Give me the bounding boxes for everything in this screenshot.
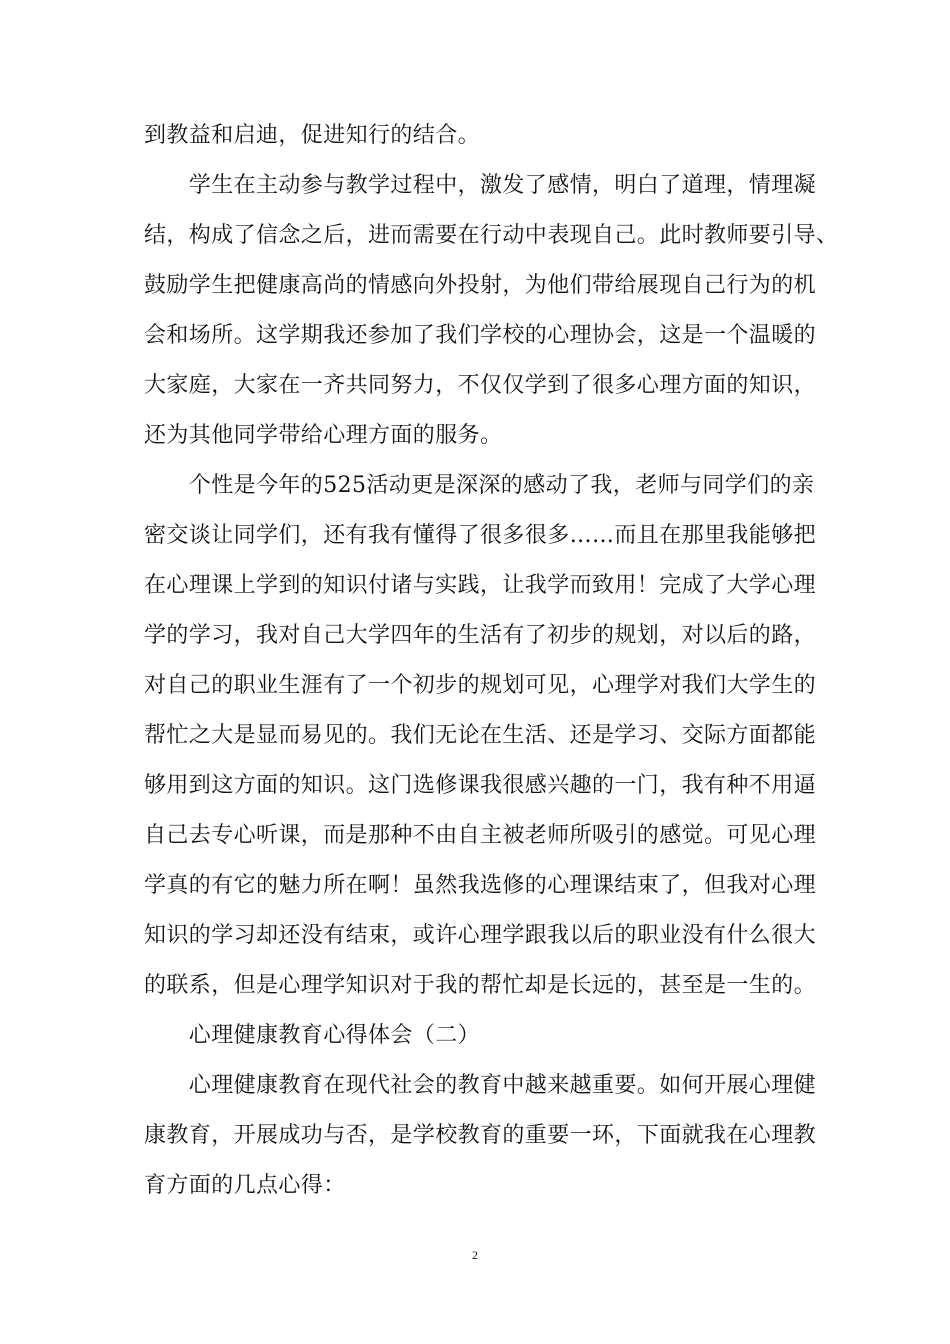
text-line: 到教益和启迪，促进知行的结合。 <box>144 123 481 148</box>
paragraph-line: 学生在主动参与教学过程中，激发了感情，明白了道理，情理凝 <box>144 173 817 198</box>
text-line: 学的学习，我对自己大学四年的生活有了初步的规划，对以后的路， <box>144 623 817 648</box>
text-line: 对自己的职业生涯有了一个初步的规划可见，心理学对我们大学生的 <box>144 673 817 698</box>
text-line: 结，构成了信念之后，进而需要在行动中表现自己。此时教师要引导、 <box>144 223 839 248</box>
text-line: 自己去专心听课，而是那种不由自主被老师所吸引的感觉。可见心理 <box>144 823 817 848</box>
text-line: 鼓励学生把健康高尚的情感向外投射，为他们带给展现自己行为的机 <box>144 273 817 298</box>
text-line: 的联系，但是心理学知识对于我的帮忙却是长远的，甚至是一生的。 <box>144 973 817 998</box>
text-line: 帮忙之大是显而易见的。我们无论在生活、还是学习、交际方面都能 <box>144 723 817 748</box>
text-line: 够用到这方面的知识。这门选修课我很感兴趣的一门，我有种不用逼 <box>144 773 817 798</box>
text-line: 育方面的几点心得： <box>144 1173 346 1198</box>
text-line: 康教育，开展成功与否，是学校教育的重要一环，下面就我在心理教 <box>144 1123 817 1148</box>
text-line: 大家庭，大家在一齐共同努力，不仅仅学到了很多心理方面的知识， <box>144 373 817 398</box>
text-line: 学真的有它的魅力所在啊！虽然我选修的心理课结束了，但我对心理 <box>144 873 817 898</box>
text-line: 密交谈让同学们，还有我有懂得了很多很多……而且在那里我能够把 <box>144 523 817 548</box>
section-heading: 心理健康教育心得体会（二） <box>144 1023 481 1048</box>
paragraph-line: 个性是今年的525活动更是深深的感动了我，老师与同学们的亲 <box>144 473 815 498</box>
text-line: 在心理课上学到的知识付诸与实践，让我学而致用！完成了大学心理 <box>144 573 817 598</box>
text-line: 还为其他同学带给心理方面的服务。 <box>144 423 503 448</box>
page-number: 2 <box>472 1248 478 1262</box>
paragraph-line: 心理健康教育在现代社会的教育中越来越重要。如何开展心理健 <box>144 1073 817 1098</box>
text-line: 会和场所。这学期我还参加了我们学校的心理协会，这是一个温暖的 <box>144 323 817 348</box>
text-line: 知识的学习却还没有结束，或许心理学跟我以后的职业没有什么很大 <box>144 923 817 948</box>
